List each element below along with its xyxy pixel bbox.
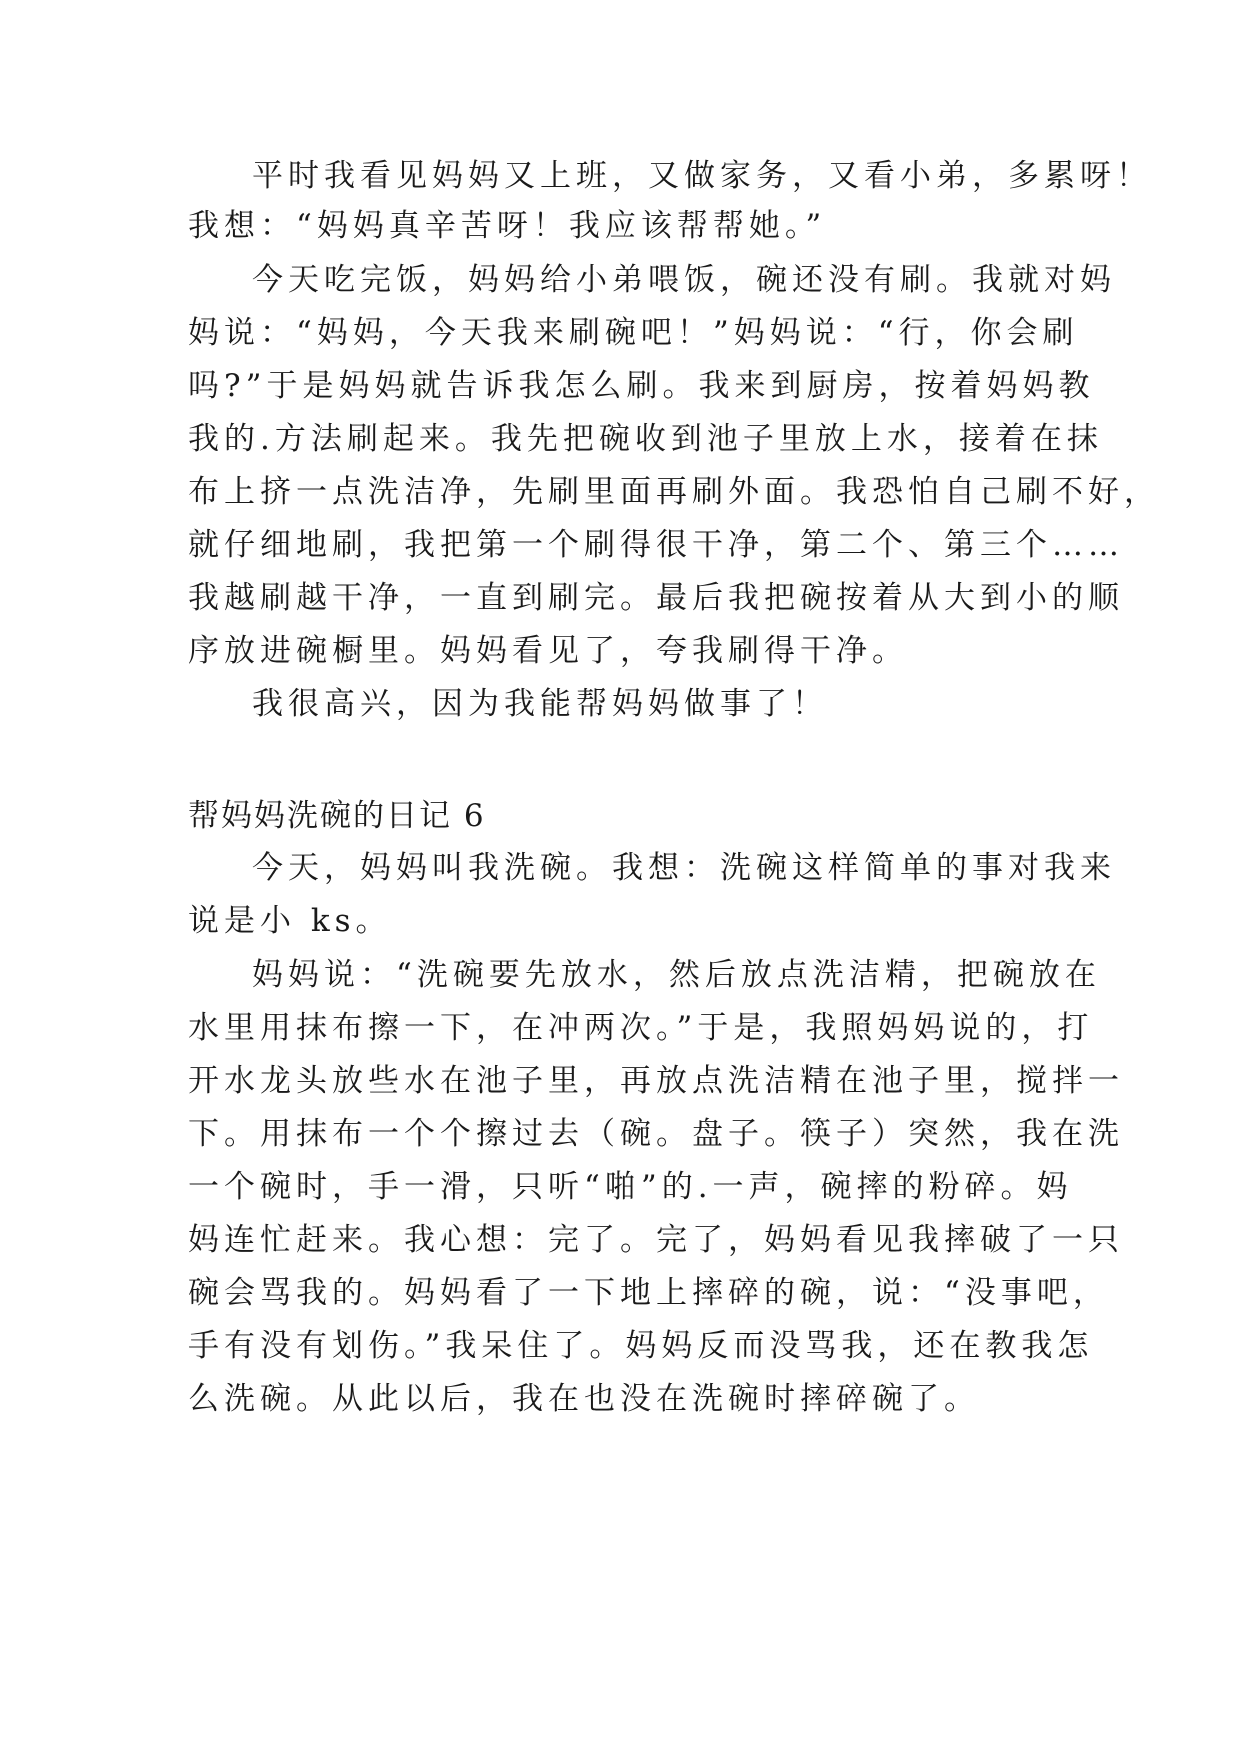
paragraph-line: 布上挤一点洗洁净，先刷里面再刷外面。我恐怕自己刷不好， xyxy=(188,474,1160,510)
paragraph-line: 今天，妈妈叫我洗碗。我想：洗碗这样简单的事对我来 xyxy=(252,850,1116,886)
paragraph-line: 妈说：“妈妈，今天我来刷碗吧！”妈妈说：“行，你会刷 xyxy=(188,315,1079,351)
paragraph-line: 下。用抹布一个个擦过去（碗。盘子。筷子）突然，我在洗 xyxy=(188,1116,1124,1152)
paragraph-line: 一个碗时，手一滑，只听“啪”的.一声，碗摔的粉碎。妈 xyxy=(188,1169,1073,1205)
paragraph-line: 水里用抹布擦一下，在冲两次。”于是，我照妈妈说的，打 xyxy=(188,1010,1094,1046)
paragraph-line: 今天吃完饭，妈妈给小弟喂饭，碗还没有刷。我就对妈 xyxy=(252,262,1116,298)
paragraph-line: 手有没有划伤。”我呆住了。妈妈反而没骂我，还在教我怎 xyxy=(188,1328,1094,1364)
paragraph-line: 序放进碗橱里。妈妈看见了，夸我刷得干净。 xyxy=(188,633,908,669)
paragraph-line: 平时我看见妈妈又上班，又做家务，又看小弟，多累呀！ xyxy=(252,158,1152,194)
paragraph-line: 碗会骂我的。妈妈看了一下地上摔碎的碗，说：“没事吧， xyxy=(188,1275,1109,1311)
section-title: 帮妈妈洗碗的日记 6 xyxy=(188,798,486,834)
paragraph-line: 妈连忙赶来。我心想：完了。完了，妈妈看见我摔破了一只 xyxy=(188,1222,1124,1258)
paragraph-line: 妈妈说：“洗碗要先放水，然后放点洗洁精，把碗放在 xyxy=(252,957,1101,993)
paragraph-line: 么洗碗。从此以后，我在也没在洗碗时摔碎碗了。 xyxy=(188,1381,980,1417)
paragraph-line: 我想：“妈妈真辛苦呀！我应该帮帮她。” xyxy=(188,208,827,244)
paragraph-line: 吗?”于是妈妈就告诉我怎么刷。我来到厨房，按着妈妈教 xyxy=(188,368,1095,404)
paragraph-line: 我很高兴，因为我能帮妈妈做事了！ xyxy=(252,686,828,722)
paragraph-line: 开水龙头放些水在池子里，再放点洗洁精在池子里，搅拌一 xyxy=(188,1063,1124,1099)
paragraph-line: 我越刷越干净，一直到刷完。最后我把碗按着从大到小的顺 xyxy=(188,580,1124,616)
paragraph-line: 我的.方法刷起来。我先把碗收到池子里放上水，接着在抹 xyxy=(188,421,1103,457)
paragraph-line: 说是小 ks。 xyxy=(188,903,392,939)
paragraph-line: 就仔细地刷，我把第一个刷得很干净，第二个、第三个…… xyxy=(188,527,1124,563)
